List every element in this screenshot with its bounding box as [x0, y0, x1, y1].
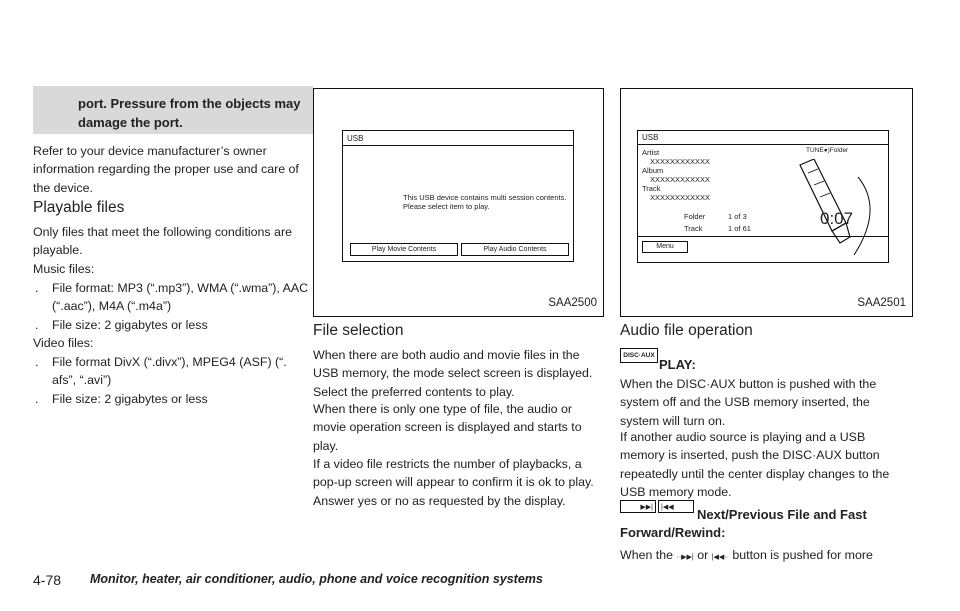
bullet-dot: .: [35, 318, 39, 332]
figure-mode-select: [313, 88, 604, 317]
next-previous-title: Next/Previous File and Fast: [697, 507, 867, 522]
screen-title: USB: [347, 134, 364, 143]
message-line: This USB device contains multi session contents.: [403, 193, 567, 202]
list-item: [35, 353, 313, 389]
tune-label: TUNE: [806, 147, 824, 154]
folder-label: Folder: [829, 147, 849, 154]
bullet-text: File format DivX (“.divx”), MPEG4 (ASF) (“. afs”, “.avi”): [52, 355, 287, 388]
paragraph-device-info: Refer to your device manufacturer’s owner information regarding the proper use and care of the device.: [33, 144, 299, 195]
next-track-button-icon: ▶▶|: [620, 500, 656, 513]
section-title-audio-file-operation: Audio file operation: [620, 322, 753, 339]
play-audio-button[interactable]: Play Audio Contents: [461, 243, 569, 256]
track-info: [642, 148, 710, 202]
disc-aux-button-icon: DISC·AUX: [620, 348, 658, 363]
paragraph: When there are both audio and movie files in the USB memory, the mode select screen is displayed. Select the preferred contents to play.: [313, 348, 593, 399]
track-value: XXXXXXXXXXXX: [650, 193, 711, 202]
previous-track-inline-icon: |◀◀··: [711, 554, 729, 561]
next-track-inline-icon: ··▶▶|: [676, 554, 694, 561]
figure-audio-operation: [620, 88, 913, 317]
paragraph-button-push: [620, 548, 873, 562]
knob-dot-icon: ●): [823, 147, 830, 154]
paragraph: If a video file restricts the number of playbacks, a pop-up screen will appear to confirm it is ok to play. Answer yes or no as requested by the display.: [313, 457, 594, 508]
bullet-text: File size: 2 gigabytes or less: [52, 318, 208, 332]
bullet-text: File size: 2 gigabytes or less: [52, 392, 208, 406]
screen-divider: [638, 236, 888, 237]
video-files-label: Video files:: [33, 336, 94, 350]
list-item: [35, 390, 313, 408]
list-item: [35, 279, 313, 315]
play-title: PLAY:: [659, 357, 696, 372]
text-fragment: or: [697, 548, 709, 562]
album-label: Album: [642, 166, 664, 175]
menu-button[interactable]: Menu: [642, 241, 688, 253]
tune-folder-indicator: [806, 147, 848, 154]
screen-title: USB: [642, 133, 659, 142]
folder-track-counter: [684, 211, 751, 235]
figure-caption: SAA2501: [857, 297, 906, 309]
footer-title: Monitor, heater, air conditioner, audio, phone and voice recognition systems: [90, 572, 543, 586]
music-files-label: Music files:: [33, 262, 95, 276]
screen-divider: [343, 145, 573, 146]
track-row-label: Track: [684, 224, 703, 233]
caution-text: port. Pressure from the objects may damage the port.: [78, 96, 301, 130]
folder-row-value: 1 of 3: [728, 212, 747, 221]
bullet-dot: .: [35, 355, 39, 369]
message-line: Please select item to play.: [403, 202, 490, 211]
previous-track-button-icon: |◀◀: [658, 500, 694, 513]
track-label: Track: [642, 184, 661, 193]
screen-message: [403, 193, 566, 211]
artist-value: XXXXXXXXXXXX: [650, 157, 711, 166]
list-item: [35, 316, 313, 334]
bullet-text: File format: MP3 (“.mp3”), WMA (“.wma”), AAC (“.aac”), M4A (“.m4a”): [52, 281, 309, 314]
folder-row-label: Folder: [684, 212, 706, 221]
next-previous-title-cont: Forward/Rewind:: [620, 525, 726, 540]
mode-select-screen: [342, 130, 574, 262]
text-fragment: button is pushed for more: [732, 548, 873, 562]
paragraph: When there is only one type of file, the audio or movie operation screen is displayed and starts to play.: [313, 402, 582, 453]
paragraph-playable: Only files that meet the following conditions are playable.: [33, 225, 292, 258]
bullet-dot: .: [35, 392, 39, 406]
track-row-value: 1 of 61: [728, 224, 751, 233]
figure-caption: SAA2500: [548, 297, 597, 309]
paragraph: When the DISC·AUX button is pushed with the system off and the USB memory inserted, the system will turn on.: [620, 377, 877, 428]
bullet-dot: .: [35, 281, 39, 295]
page-number: 4-78: [33, 572, 62, 588]
audio-screen: [637, 130, 889, 263]
paragraph: If another audio source is playing and a USB memory is inserted, push the DISC·AUX button repeatedly until the center display changes to the USB memory mode.: [620, 430, 890, 499]
section-title-file-selection: File selection: [313, 322, 404, 339]
text-fragment: When the: [620, 548, 674, 562]
artist-label: Artist: [642, 148, 660, 157]
playback-time: 0:07: [820, 209, 854, 228]
album-value: XXXXXXXXXXXX: [650, 175, 711, 184]
play-movie-button[interactable]: Play Movie Contents: [350, 243, 458, 256]
screen-divider: [638, 144, 888, 145]
section-title-playable-files: Playable files: [33, 199, 125, 216]
